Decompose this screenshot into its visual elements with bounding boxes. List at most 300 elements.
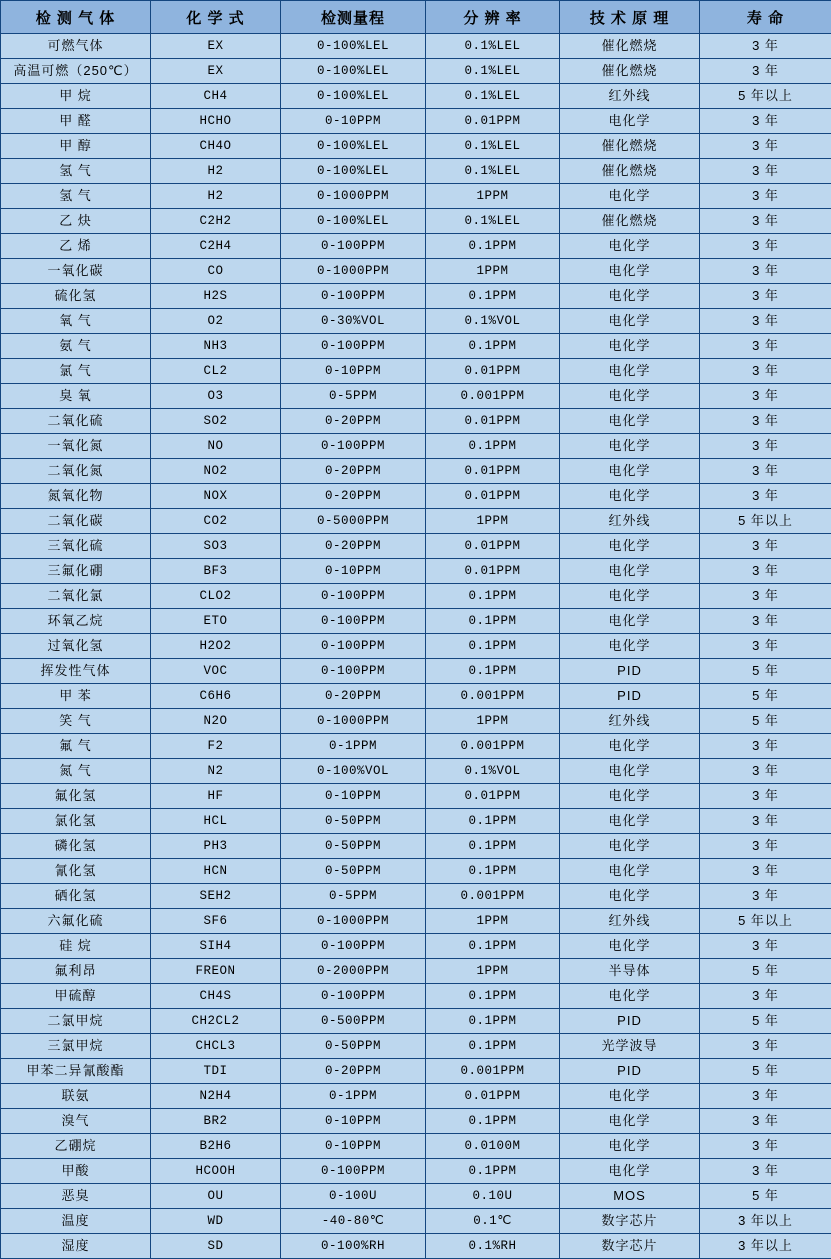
cell-principle: PID: [560, 1059, 700, 1084]
cell-formula: N2H4: [151, 1084, 281, 1109]
cell-gas: 三氧化硫: [1, 534, 151, 559]
cell-formula: H2: [151, 159, 281, 184]
cell-principle: 红外线: [560, 509, 700, 534]
cell-formula: C6H6: [151, 684, 281, 709]
cell-lifetime: 5 年: [700, 709, 831, 734]
cell-gas: 过氧化氢: [1, 634, 151, 659]
cell-gas: 二氧化硫: [1, 409, 151, 434]
cell-principle: 电化学: [560, 434, 700, 459]
cell-lifetime: 3 年: [700, 259, 831, 284]
cell-principle: 电化学: [560, 109, 700, 134]
cell-resolution: 0.1PPM: [426, 1159, 560, 1184]
cell-principle: 电化学: [560, 784, 700, 809]
cell-range: 0-100PPM: [281, 284, 426, 309]
cell-lifetime: 3 年: [700, 809, 831, 834]
cell-gas: 氟 气: [1, 734, 151, 759]
cell-formula: EX: [151, 59, 281, 84]
cell-formula: B2H6: [151, 1134, 281, 1159]
cell-principle: 电化学: [560, 459, 700, 484]
cell-formula: H2: [151, 184, 281, 209]
cell-formula: CLO2: [151, 584, 281, 609]
cell-range: 0-20PPM: [281, 684, 426, 709]
cell-principle: 电化学: [560, 1084, 700, 1109]
cell-gas: 甲硫醇: [1, 984, 151, 1009]
cell-formula: CL2: [151, 359, 281, 384]
cell-range: 0-20PPM: [281, 409, 426, 434]
cell-resolution: 0.1PPM: [426, 659, 560, 684]
cell-formula: H2S: [151, 284, 281, 309]
cell-formula: CH4S: [151, 984, 281, 1009]
cell-formula: HCOOH: [151, 1159, 281, 1184]
table-row: [1, 984, 831, 1009]
cell-formula: SEH2: [151, 884, 281, 909]
cell-lifetime: 3 年: [700, 1084, 831, 1109]
cell-range: 0-10PPM: [281, 1134, 426, 1159]
cell-resolution: 0.10U: [426, 1184, 560, 1209]
table-row: [1, 734, 831, 759]
cell-lifetime: 5 年: [700, 1009, 831, 1034]
cell-resolution: 0.001PPM: [426, 684, 560, 709]
cell-range: 0-5PPM: [281, 384, 426, 409]
cell-range: 0-50PPM: [281, 1034, 426, 1059]
table-row: [1, 1109, 831, 1134]
cell-principle: 电化学: [560, 759, 700, 784]
table-row: [1, 709, 831, 734]
cell-range: -40-80℃: [281, 1209, 426, 1234]
cell-formula: SF6: [151, 909, 281, 934]
table-row: [1, 284, 831, 309]
cell-range: 0-1PPM: [281, 1084, 426, 1109]
table-header: [1, 1, 831, 34]
table-row: [1, 1059, 831, 1084]
table-row: [1, 759, 831, 784]
cell-formula: N2O: [151, 709, 281, 734]
cell-gas: 甲 醇: [1, 134, 151, 159]
cell-principle: 半导体: [560, 959, 700, 984]
cell-range: 0-20PPM: [281, 534, 426, 559]
cell-formula: HCL: [151, 809, 281, 834]
cell-gas: 硅 烷: [1, 934, 151, 959]
cell-resolution: 0.1%LEL: [426, 209, 560, 234]
cell-gas: 氟利昂: [1, 959, 151, 984]
cell-lifetime: 3 年: [700, 384, 831, 409]
table-row: [1, 184, 831, 209]
cell-lifetime: 3 年: [700, 984, 831, 1009]
cell-range: 0-100%LEL: [281, 84, 426, 109]
cell-lifetime: 3 年: [700, 109, 831, 134]
table-row: [1, 1209, 831, 1234]
table-row: [1, 459, 831, 484]
cell-principle: 电化学: [560, 384, 700, 409]
cell-lifetime: 3 年以上: [700, 1209, 831, 1234]
table-row: [1, 334, 831, 359]
cell-range: 0-20PPM: [281, 1059, 426, 1084]
cell-lifetime: 3 年: [700, 1034, 831, 1059]
cell-principle: 催化燃烧: [560, 34, 700, 59]
cell-gas: 甲 醛: [1, 109, 151, 134]
cell-principle: 电化学: [560, 309, 700, 334]
cell-principle: 电化学: [560, 409, 700, 434]
cell-lifetime: 3 年: [700, 534, 831, 559]
cell-resolution: 1PPM: [426, 959, 560, 984]
cell-resolution: 0.001PPM: [426, 734, 560, 759]
cell-range: 0-10PPM: [281, 109, 426, 134]
cell-gas: 二氧化碳: [1, 509, 151, 534]
cell-gas: 硫化氢: [1, 284, 151, 309]
cell-resolution: 0.1%LEL: [426, 59, 560, 84]
cell-principle: 电化学: [560, 809, 700, 834]
cell-lifetime: 3 年: [700, 1109, 831, 1134]
cell-principle: 红外线: [560, 909, 700, 934]
cell-lifetime: 3 年: [700, 559, 831, 584]
cell-principle: 电化学: [560, 359, 700, 384]
cell-formula: BR2: [151, 1109, 281, 1134]
cell-gas: 三氯甲烷: [1, 1034, 151, 1059]
column-header-lifetime: 寿 命: [700, 1, 831, 34]
cell-formula: SIH4: [151, 934, 281, 959]
cell-gas: 甲 烷: [1, 84, 151, 109]
cell-resolution: 0.1PPM: [426, 934, 560, 959]
cell-gas: 溴气: [1, 1109, 151, 1134]
cell-lifetime: 3 年: [700, 434, 831, 459]
cell-formula: HCHO: [151, 109, 281, 134]
cell-gas: 臭 氧: [1, 384, 151, 409]
cell-lifetime: 3 年: [700, 584, 831, 609]
cell-resolution: 0.1℃: [426, 1209, 560, 1234]
cell-lifetime: 3 年: [700, 309, 831, 334]
cell-range: 0-500PPM: [281, 1009, 426, 1034]
cell-lifetime: 5 年: [700, 1184, 831, 1209]
cell-resolution: 0.1%LEL: [426, 84, 560, 109]
cell-resolution: 0.1PPM: [426, 234, 560, 259]
cell-formula: C2H2: [151, 209, 281, 234]
cell-gas: 温度: [1, 1209, 151, 1234]
cell-resolution: 0.1PPM: [426, 334, 560, 359]
cell-principle: 电化学: [560, 834, 700, 859]
cell-gas: 氯 气: [1, 359, 151, 384]
cell-resolution: 0.01PPM: [426, 559, 560, 584]
cell-resolution: 0.01PPM: [426, 1084, 560, 1109]
table-row: [1, 259, 831, 284]
cell-resolution: 1PPM: [426, 259, 560, 284]
cell-principle: 电化学: [560, 934, 700, 959]
table-row: [1, 559, 831, 584]
cell-range: 0-100PPM: [281, 334, 426, 359]
cell-gas: 乙 炔: [1, 209, 151, 234]
cell-principle: 电化学: [560, 984, 700, 1009]
cell-principle: 电化学: [560, 884, 700, 909]
cell-resolution: 0.1PPM: [426, 284, 560, 309]
cell-principle: 电化学: [560, 1159, 700, 1184]
cell-resolution: 0.001PPM: [426, 384, 560, 409]
cell-formula: CHCL3: [151, 1034, 281, 1059]
cell-lifetime: 5 年: [700, 684, 831, 709]
table-row: [1, 209, 831, 234]
cell-resolution: 0.001PPM: [426, 1059, 560, 1084]
cell-range: 0-50PPM: [281, 834, 426, 859]
cell-principle: 电化学: [560, 484, 700, 509]
table-row: [1, 584, 831, 609]
table-row: [1, 934, 831, 959]
cell-principle: 光学波导: [560, 1034, 700, 1059]
cell-formula: CO: [151, 259, 281, 284]
cell-lifetime: 3 年: [700, 334, 831, 359]
cell-range: 0-100PPM: [281, 659, 426, 684]
cell-principle: 电化学: [560, 609, 700, 634]
cell-lifetime: 3 年: [700, 234, 831, 259]
cell-lifetime: 3 年: [700, 609, 831, 634]
cell-resolution: 0.0100M: [426, 1134, 560, 1159]
cell-gas: 二氧化氯: [1, 584, 151, 609]
cell-principle: 催化燃烧: [560, 134, 700, 159]
cell-gas: 三氟化硼: [1, 559, 151, 584]
cell-resolution: 0.1PPM: [426, 634, 560, 659]
table-row: [1, 634, 831, 659]
cell-lifetime: 5 年: [700, 659, 831, 684]
cell-resolution: 1PPM: [426, 509, 560, 534]
table-row: [1, 959, 831, 984]
cell-range: 0-1000PPM: [281, 909, 426, 934]
cell-formula: F2: [151, 734, 281, 759]
table-row: [1, 609, 831, 634]
table-header-row: [1, 1, 831, 34]
cell-lifetime: 5 年: [700, 1059, 831, 1084]
cell-principle: PID: [560, 684, 700, 709]
cell-formula: WD: [151, 1209, 281, 1234]
cell-principle: 红外线: [560, 84, 700, 109]
table-row: [1, 434, 831, 459]
cell-resolution: 0.1%RH: [426, 1234, 560, 1259]
table-row: [1, 359, 831, 384]
cell-resolution: 0.1PPM: [426, 1009, 560, 1034]
table-row: [1, 884, 831, 909]
cell-resolution: 0.01PPM: [426, 109, 560, 134]
table-row: [1, 384, 831, 409]
table-row: [1, 509, 831, 534]
cell-formula: ETO: [151, 609, 281, 634]
cell-formula: BF3: [151, 559, 281, 584]
cell-formula: H2O2: [151, 634, 281, 659]
cell-formula: NOX: [151, 484, 281, 509]
cell-formula: CO2: [151, 509, 281, 534]
cell-resolution: 0.1%LEL: [426, 159, 560, 184]
cell-lifetime: 3 年: [700, 184, 831, 209]
cell-formula: SO2: [151, 409, 281, 434]
cell-resolution: 0.1%LEL: [426, 134, 560, 159]
cell-lifetime: 3 年: [700, 934, 831, 959]
cell-principle: 电化学: [560, 584, 700, 609]
cell-range: 0-100U: [281, 1184, 426, 1209]
cell-principle: 电化学: [560, 559, 700, 584]
cell-gas: 联氨: [1, 1084, 151, 1109]
cell-range: 0-100PPM: [281, 234, 426, 259]
table-row: [1, 659, 831, 684]
cell-formula: O3: [151, 384, 281, 409]
cell-range: 0-100PPM: [281, 634, 426, 659]
cell-range: 0-100%LEL: [281, 134, 426, 159]
cell-principle: 催化燃烧: [560, 159, 700, 184]
cell-resolution: 0.01PPM: [426, 534, 560, 559]
cell-gas: 一氧化氮: [1, 434, 151, 459]
cell-lifetime: 3 年: [700, 159, 831, 184]
cell-lifetime: 3 年: [700, 409, 831, 434]
cell-gas: 氯化氢: [1, 809, 151, 834]
cell-resolution: 0.1PPM: [426, 859, 560, 884]
cell-range: 0-100%LEL: [281, 209, 426, 234]
cell-range: 0-100PPM: [281, 434, 426, 459]
table-row: [1, 1234, 831, 1259]
table-row: [1, 909, 831, 934]
cell-principle: 电化学: [560, 634, 700, 659]
cell-resolution: 0.1PPM: [426, 809, 560, 834]
cell-range: 0-50PPM: [281, 809, 426, 834]
cell-lifetime: 5 年以上: [700, 84, 831, 109]
cell-formula: VOC: [151, 659, 281, 684]
cell-formula: SD: [151, 1234, 281, 1259]
cell-gas: 乙 烯: [1, 234, 151, 259]
cell-formula: HF: [151, 784, 281, 809]
cell-lifetime: 3 年: [700, 59, 831, 84]
cell-formula: TDI: [151, 1059, 281, 1084]
cell-resolution: 0.1PPM: [426, 1109, 560, 1134]
cell-lifetime: 3 年: [700, 209, 831, 234]
cell-range: 0-30%VOL: [281, 309, 426, 334]
cell-principle: 红外线: [560, 709, 700, 734]
cell-range: 0-50PPM: [281, 859, 426, 884]
table-row: [1, 809, 831, 834]
table-row: [1, 534, 831, 559]
table-row: [1, 834, 831, 859]
cell-range: 0-20PPM: [281, 459, 426, 484]
cell-formula: N2: [151, 759, 281, 784]
cell-resolution: 1PPM: [426, 709, 560, 734]
cell-resolution: 0.01PPM: [426, 359, 560, 384]
cell-lifetime: 3 年: [700, 634, 831, 659]
cell-resolution: 1PPM: [426, 184, 560, 209]
table-row: [1, 1084, 831, 1109]
table-row: [1, 1034, 831, 1059]
cell-formula: O2: [151, 309, 281, 334]
cell-range: 0-100%LEL: [281, 34, 426, 59]
column-header-formula: 化 学 式: [151, 1, 281, 34]
cell-lifetime: 3 年: [700, 734, 831, 759]
cell-lifetime: 3 年: [700, 484, 831, 509]
cell-resolution: 0.01PPM: [426, 784, 560, 809]
cell-resolution: 0.1PPM: [426, 1034, 560, 1059]
table-row: [1, 1159, 831, 1184]
cell-principle: 电化学: [560, 734, 700, 759]
cell-principle: PID: [560, 659, 700, 684]
cell-lifetime: 5 年以上: [700, 909, 831, 934]
cell-principle: MOS: [560, 1184, 700, 1209]
cell-gas: 氧 气: [1, 309, 151, 334]
table-row: [1, 109, 831, 134]
cell-principle: 数字芯片: [560, 1234, 700, 1259]
table-row: [1, 1184, 831, 1209]
cell-range: 0-100PPM: [281, 934, 426, 959]
cell-range: 0-100%LEL: [281, 59, 426, 84]
cell-lifetime: 3 年: [700, 134, 831, 159]
cell-resolution: 1PPM: [426, 909, 560, 934]
cell-gas: 氮氧化物: [1, 484, 151, 509]
cell-range: 0-100PPM: [281, 1159, 426, 1184]
cell-range: 0-100%RH: [281, 1234, 426, 1259]
table-row: [1, 34, 831, 59]
cell-range: 0-100PPM: [281, 609, 426, 634]
column-header-range: 检测量程: [281, 1, 426, 34]
cell-gas: 可燃气体: [1, 34, 151, 59]
cell-gas: 笑 气: [1, 709, 151, 734]
cell-principle: 电化学: [560, 259, 700, 284]
table-row: [1, 484, 831, 509]
cell-principle: PID: [560, 1009, 700, 1034]
cell-gas: 甲苯二异氰酸酯: [1, 1059, 151, 1084]
cell-resolution: 0.1PPM: [426, 609, 560, 634]
cell-range: 0-1PPM: [281, 734, 426, 759]
cell-gas: 湿度: [1, 1234, 151, 1259]
cell-range: 0-10PPM: [281, 559, 426, 584]
cell-range: 0-20PPM: [281, 484, 426, 509]
cell-gas: 氰化氢: [1, 859, 151, 884]
cell-principle: 电化学: [560, 1134, 700, 1159]
table-row: [1, 684, 831, 709]
cell-gas: 磷化氢: [1, 834, 151, 859]
cell-range: 0-2000PPM: [281, 959, 426, 984]
cell-lifetime: 3 年: [700, 459, 831, 484]
cell-formula: C2H4: [151, 234, 281, 259]
cell-gas: 一氧化碳: [1, 259, 151, 284]
cell-resolution: 0.1%VOL: [426, 309, 560, 334]
cell-range: 0-1000PPM: [281, 709, 426, 734]
cell-range: 0-1000PPM: [281, 184, 426, 209]
cell-gas: 硒化氢: [1, 884, 151, 909]
cell-gas: 二氯甲烷: [1, 1009, 151, 1034]
cell-resolution: 0.1PPM: [426, 434, 560, 459]
cell-lifetime: 3 年: [700, 884, 831, 909]
column-header-gas: 检 测 气 体: [1, 1, 151, 34]
cell-resolution: 0.01PPM: [426, 484, 560, 509]
cell-range: 0-100PPM: [281, 984, 426, 1009]
cell-gas: 氮 气: [1, 759, 151, 784]
cell-range: 0-5000PPM: [281, 509, 426, 534]
table-row: [1, 309, 831, 334]
cell-resolution: 0.1PPM: [426, 834, 560, 859]
cell-gas: 恶臭: [1, 1184, 151, 1209]
cell-resolution: 0.001PPM: [426, 884, 560, 909]
cell-principle: 电化学: [560, 1109, 700, 1134]
cell-lifetime: 3 年: [700, 1159, 831, 1184]
cell-principle: 电化学: [560, 859, 700, 884]
cell-lifetime: 3 年: [700, 359, 831, 384]
cell-gas: 氢 气: [1, 159, 151, 184]
cell-lifetime: 3 年: [700, 34, 831, 59]
cell-range: 0-10PPM: [281, 359, 426, 384]
table-row: [1, 159, 831, 184]
cell-range: 0-100%LEL: [281, 159, 426, 184]
cell-formula: NH3: [151, 334, 281, 359]
cell-lifetime: 3 年: [700, 834, 831, 859]
cell-gas: 乙硼烷: [1, 1134, 151, 1159]
cell-lifetime: 3 年: [700, 284, 831, 309]
cell-lifetime: 3 年: [700, 759, 831, 784]
cell-range: 0-100%VOL: [281, 759, 426, 784]
cell-gas: 甲酸: [1, 1159, 151, 1184]
cell-principle: 电化学: [560, 334, 700, 359]
cell-range: 0-5PPM: [281, 884, 426, 909]
table-row: [1, 134, 831, 159]
cell-formula: EX: [151, 34, 281, 59]
column-header-principle: 技 术 原 理: [560, 1, 700, 34]
